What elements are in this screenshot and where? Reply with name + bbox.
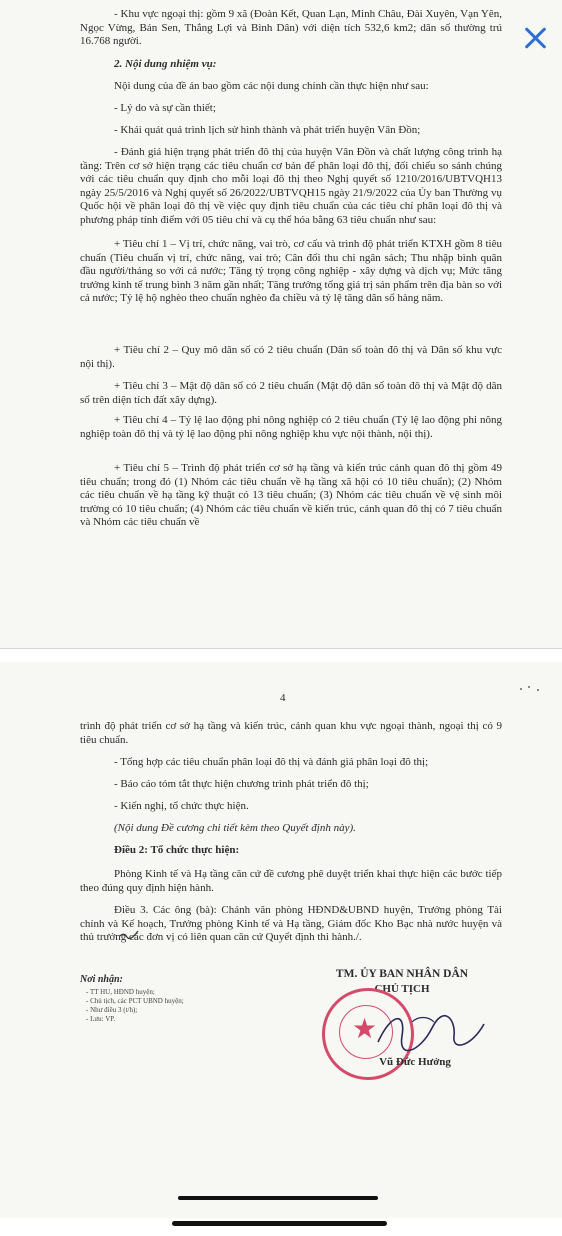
scan-speck bbox=[518, 684, 544, 692]
list-item: - Lý do và sự cần thiết; bbox=[114, 102, 216, 114]
organization-title: TM. ỦY BAN NHÂN DÂN bbox=[335, 968, 469, 980]
note-outline: (Nội dung Đề cương chi tiết kèm theo Quyết định này). bbox=[114, 822, 356, 834]
list-item: - Khái quát quá trình lịch sử hình thành và phát triển huyện Vân Đồn; bbox=[114, 124, 421, 136]
recipients-title: Nơi nhận: bbox=[80, 974, 123, 985]
scroll-indicator[interactable] bbox=[178, 1196, 378, 1200]
article-2-heading: Điều 2: Tổ chức thực hiện: bbox=[114, 844, 240, 856]
criterion-4: + Tiêu chí 4 – Tỷ lệ lao động phi nông nghiệp có 2 tiêu chuẩn (Tỷ lệ lao động phi nông nghiệp toàn đô thị và tỷ lệ lao động phi nông nghiệp khu vực nội thành, nội thị). bbox=[80, 414, 502, 440]
paragraph-assessment: - Đánh giá hiện trạng phát triển đô thị của huyện Vân Đồn và chất lượng công trình hạ tầng: Trên cơ sở hiện trạng các tiêu chuẩn cơ bản để phân loại đô thị, đối chiếu so sánh chúng với các tiêu chuẩn quy định cho mỗi loại đô thị theo Nghị quyết số 1210/2016/UBTVQH13 ngày 25/5/2016 và Nghị quyết số 26/2022/UBTVQH15 ngày 21/9/2022 của Ủy ban Thường vụ Quốc hội về phân loại đô thị về việc quy định tiêu chuẩn của các tiêu chí phân loại đô thị và phương pháp tính điểm với 05 tiêu chí và cụ thể hóa bằng 63 tiêu chuẩn như sau: bbox=[80, 146, 502, 226]
list-item: - Báo cáo tóm tắt thực hiện chương trình phát triển đô thị; bbox=[114, 778, 369, 790]
recipient-item: - TT HU, HĐND huyện; bbox=[86, 988, 155, 996]
document-page-bottom bbox=[0, 662, 562, 1218]
recipient-item: - Như điều 3 (t/h); bbox=[86, 1006, 138, 1014]
article-2-body: Phòng Kinh tế và Hạ tầng căn cứ đề cương phê duyệt triển khai thực hiện các bước tiếp theo đúng quy định hiện hành. bbox=[80, 868, 502, 894]
article-3-body: Điều 3. Các ông (bà): Chánh văn phòng HĐND&UBND huyện, Trưởng phòng Tài chính và Kế hoạch, Trưởng phòng Kinh tế và Hạ tầng, Giám đốc Kho Bạc nhà nước huyện và thủ trưởng các đơn vị có liên quan căn cứ Quyết định thi hành./. bbox=[80, 904, 502, 944]
recipient-item: - Chủ tịch, các PCT UBND huyện; bbox=[86, 997, 184, 1005]
criterion-3: + Tiêu chí 3 – Mật độ dân số có 2 tiêu chuẩn (Mật độ dân số toàn đô thị và Mật độ dân số trên diện tích đất xây dựng). bbox=[80, 380, 502, 406]
handwritten-tick bbox=[118, 928, 140, 940]
recipients-list bbox=[86, 988, 184, 1024]
position-title: CHỦ TỊCH bbox=[374, 983, 430, 995]
recipient-item: - Lưu: VP. bbox=[86, 1015, 116, 1023]
page-separator bbox=[0, 648, 562, 663]
section-heading: 2. Nội dung nhiệm vụ: bbox=[114, 58, 217, 70]
criterion-2: + Tiêu chí 2 – Quy mô dân số có 2 tiêu chuẩn (Dân số toàn đô thị và Dân số khu vực nội thị). bbox=[80, 344, 502, 370]
home-indicator[interactable] bbox=[172, 1221, 387, 1226]
signer-name: Vũ Đức Hưởng bbox=[379, 1056, 451, 1068]
criterion-5: + Tiêu chí 5 – Trình độ phát triển cơ sở hạ tầng và kiến trúc cảnh quan đô thị gồm 49 tiêu chuẩn; trong đó (1) Nhóm các tiêu chuẩn về hạ tầng xã hội có 10 tiêu chuẩn); (2) Nhóm các tiêu chuẩn về hạ tầng kỹ thuật có 13 tiêu chuẩn; (3) Nhóm các tiêu chuẩn về vệ sinh môi trường có 10 tiêu chuẩn; (4) Nhóm các tiêu chuẩn về kiến trúc, cảnh quan đô thị có 7 tiêu chuẩn và Nhóm các tiêu chuẩn về bbox=[80, 462, 503, 529]
handwritten-signature bbox=[372, 1002, 492, 1062]
paragraph-outer-area: - Khu vực ngoại thị: gồm 9 xã (Đoàn Kết, Quan Lạn, Minh Châu, Đài Xuyên, Vạn Yên, Ngọc Vừng, Bản Sen, Thắng Lợi và Bình Dân) với diện tích 532,6 km2; dân số thường trú 16.768 người. bbox=[80, 8, 502, 48]
paragraph-intro: Nội dung của đề án bao gồm các nội dung chính cần thực hiện như sau: bbox=[114, 80, 429, 92]
seal-star-icon: ★ bbox=[352, 1014, 378, 1045]
page-number: 4 bbox=[280, 692, 286, 704]
criterion-1: + Tiêu chí 1 – Vị trí, chức năng, vai trò, cơ cấu và trình độ phát triển KTXH gồm 8 tiêu chuẩn (Tiêu chuẩn vị trí, chức năng, vai trò; Cân đối thu chi ngân sách; Thu nhập bình quân đầu người/tháng so với cả nước; Tăng tỷ trọng công nghiệp - xây dựng và dịch vụ; Mức tăng trưởng kinh tế trung bình 3 năm gần nhất; Tăng trưởng tổng giá trị sản phẩm trên địa bàn so với cả nước; Tỷ lệ hộ nghèo theo chuẩn nghèo đa chiều và tỷ lệ tăng dân số hàng năm. bbox=[80, 238, 502, 305]
list-item: - Kiến nghị, tổ chức thực hiện. bbox=[114, 800, 249, 812]
paragraph-continuation: trình độ phát triển cơ sở hạ tầng và kiến trúc, cảnh quan khu vực ngoại thành, ngoại thị có 9 tiêu chuẩn. bbox=[80, 720, 502, 746]
list-item: - Tổng hợp các tiêu chuẩn phân loại đô thị và đánh giá phân loại đô thị; bbox=[114, 756, 429, 768]
close-icon[interactable] bbox=[522, 24, 550, 52]
